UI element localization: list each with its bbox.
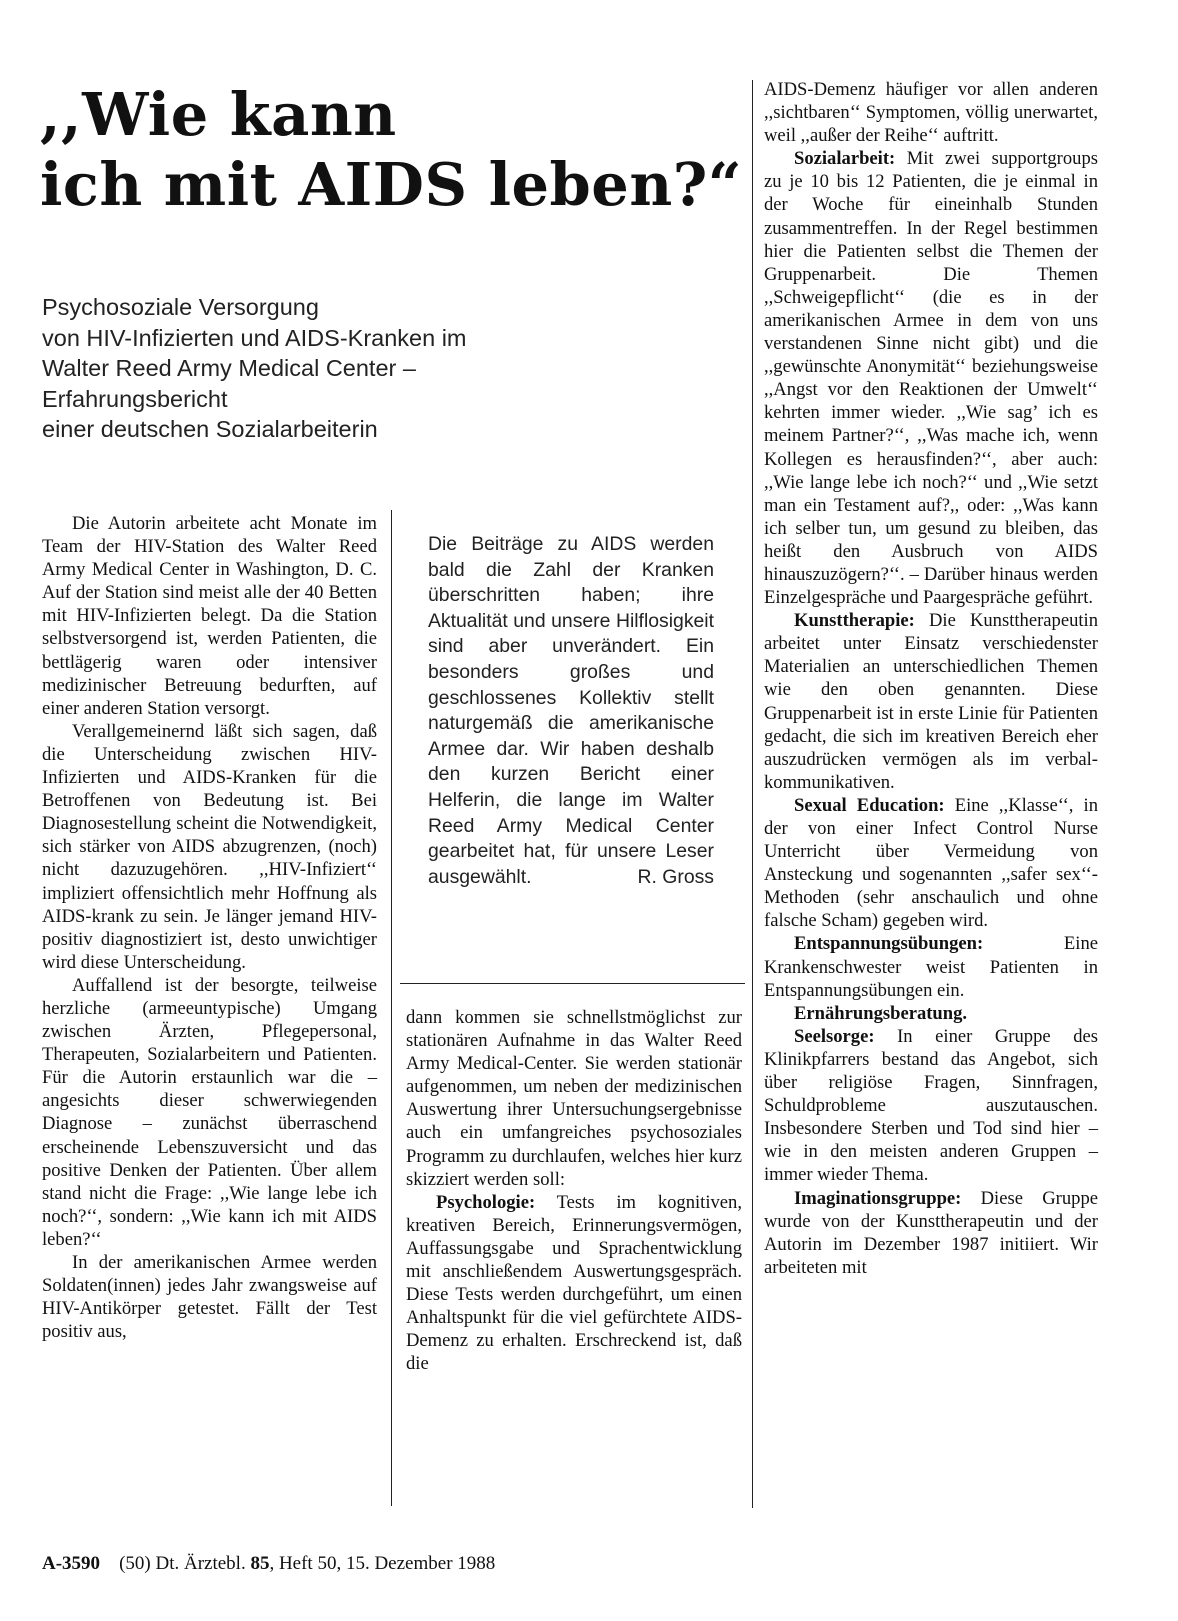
- section-entspannung: [764, 932, 1098, 1001]
- section-label: Seelsorge:: [794, 1025, 875, 1047]
- section-text: In einer Gruppe des Klinikpfarrers bestand das Angebot, sich über religiöse Fragen, Sinnfragen, Schuldprobleme auszutauschen. Insbesondere Sterben und Tod sind hier – wie in den meisten anderen Gruppen – immer wieder Thema.: [764, 1025, 1098, 1186]
- body-paragraph: dann kommen sie schnellstmöglichst zur stationären Aufnahme in das Walter Reed Army Medical-Center. Sie werden stationär aufgenommen, um neben der medizinischen Auswertung ihrer Untersuchungsergebnisse auch ein umfangreiches psychosoziales Programm zu durchlaufen, welches hier kurz skizziert werden soll:: [406, 1007, 742, 1190]
- section-ernaehrung: [764, 1002, 1098, 1025]
- body-paragraph: Auffallend ist der besorgte, teilweise herzliche (armeeuntypische) Umgang zwischen Ärzten, Pflegepersonal, Therapeuten, Sozialarbeitern und Patienten. Für die Autorin erstaunlich war die – angesichts dieser schwerwiegenden Diagnose – zunächst überraschend erscheinende Lebenszuversicht und das positive Denken der Patienten. Über allem stand nicht die Frage: ,,Wie lange lebe ich noch?‘‘, sondern: ,,Wie kann ich mit AIDS leben?‘‘: [42, 974, 377, 1250]
- editor-note-divider: [400, 983, 745, 984]
- page-number: A-3590: [42, 1553, 101, 1574]
- section-text: Die Kunsttherapeutin arbeitet unter Einsatz verschiedenster Materialien an unterschiedlichen Themen wie den oben genannten. Diese Gruppenarbeit ist in erste Linie für Patienten gedacht, die sich im kreativen Bereich eher auszudrücken vermögen als im verbal-kommunikativen.: [764, 610, 1098, 793]
- body-paragraph: Verallgemeinernd läßt sich sagen, daß die Unterscheidung zwischen HIV-Infizierten und AIDS-Kranken für die Betroffenen von Bedeutung ist. Bei Diagnosestellung scheint die Notwendigkeit, sich stärker von AIDS abzugrenzen, (noch) nicht dazuzugehören. ,,HIV-Infiziert‘‘ impliziert offensichtlich mehr Hoffnung als AIDS-krank zu sein. Je länger jemand HIV-positiv diagnostiziert ist, desto unwichtiger wird diese Unterscheidung.: [42, 720, 377, 973]
- subtitle-line: von HIV-Infizierten und AIDS-Kranken im: [42, 324, 467, 351]
- issue-prefix: (50) Dt. Ärztebl.: [119, 1553, 246, 1574]
- issue-suffix: , Heft 50, 15. Dezember 1988: [269, 1553, 496, 1574]
- section-kunsttherapie: [764, 609, 1098, 794]
- subtitle-line: Erfahrungsbericht: [42, 385, 228, 412]
- body-paragraph: AIDS-Demenz häufiger vor allen anderen ,,sichtbaren‘‘ Symptomen, völlig unerwartet, weil ,,außer der Reihe‘‘ auftritt.: [764, 79, 1098, 147]
- section-text: Diese Gruppe wurde von der Kunsttherapeutin und der Autorin im Dezember 1987 initiiert. Wir arbeiteten mit: [764, 1187, 1098, 1278]
- title-line-2: ich mit AIDS leben?“: [40, 150, 743, 219]
- column-divider: [391, 510, 392, 1506]
- section-text: Eine ,,Klasse‘‘, in der von einer Infect Control Nurse Unterricht über Vermeidung von Ansteckung und sogenannten ,,safer sex‘‘-Methoden (sehr anschaulich und ohne falsche Scham) gegeben wird.: [764, 794, 1098, 932]
- section-label: Entspannungsübungen:: [794, 933, 984, 955]
- section-psychologie: [406, 1191, 742, 1376]
- volume-number: 85: [250, 1553, 270, 1574]
- issue-info: [105, 1553, 495, 1574]
- section-sozialarbeit: [764, 147, 1098, 609]
- section-label: Sexual Education:: [794, 794, 945, 816]
- section-label: Kunsttherapie:: [794, 610, 915, 632]
- section-imagination: [764, 1187, 1098, 1279]
- text-column-1: [42, 512, 377, 1343]
- section-sexual-education: [764, 794, 1098, 933]
- page-footer: [42, 1552, 742, 1576]
- column-divider: [752, 80, 753, 1508]
- body-paragraph: Die Autorin arbeitete acht Monate im Team der HIV-Station des Walter Reed Army Medical Center in Washington, D. C. Auf der Station sind meist alle der 40 Betten mit HIV-Infizierten belegt. Da die Station selbstversorgend ist, werden Patienten, die bettlägerig waren oder intensiver medizinischer Betreuung bedurften, auf einer anderen Station versorgt.: [42, 513, 377, 719]
- section-seelsorge: [764, 1025, 1098, 1187]
- text-column-2: [406, 1006, 742, 1376]
- section-label: Psychologie:: [436, 1191, 536, 1213]
- text-column-3: [764, 78, 1098, 1279]
- editor-signature: R. Gross: [637, 865, 714, 888]
- section-label: Ernährungsberatung.: [794, 1002, 968, 1024]
- body-paragraph: In der amerikanischen Armee werden Soldaten(innen) jedes Jahr zwangsweise auf HIV-Antikörper getestet. Fällt der Test positiv aus,: [42, 1252, 377, 1343]
- subtitle-line: einer deutschen Sozialarbeiterin: [42, 416, 378, 442]
- section-text: Eine Krankenschwester weist Patienten in Entspannungsübungen ein.: [764, 933, 1098, 1001]
- editor-note: [428, 532, 714, 890]
- section-text: Mit zwei supportgroups zu je 10 bis 12 Patienten, die je einmal in der Woche für eineinhalb Stunden zusammentreffen. In der Regel bestimmen hier die Patienten selbst die Themen der Gruppenarbeit. Die Themen ,,Schweigepflicht‘‘ (die es in der amerikanischen Armee in dem von uns verstandenen Sinne nicht gibt) und die ,,gewünschte Anonymität‘‘ beziehungsweise ,,Angst vor den Reaktionen der Umwelt‘‘ kehrten immer wieder. ,,Wie sag’ ich es meinem Partner?‘‘, ,,Was mache ich, wenn Kollegen es herausfinden?‘‘, aber auch: ,,Wie lange lebe ich noch?‘‘ und ,,Wie setzt man ein Testament auf?,, oder: ,,Was kann ich selber tun, um gesund zu bleiben, das heißt den Ausbruch von AIDS hinauszuzögern?‘‘. – Darüber hinaus werden Einzelgespräche und Paargespräche geführt.: [764, 148, 1098, 609]
- section-label: Sozialarbeit:: [794, 148, 896, 170]
- subtitle-line: Psychosoziale Versorgung: [42, 294, 319, 320]
- subtitle-line: Walter Reed Army Medical Center –: [42, 355, 416, 381]
- section-label: Imaginationsgruppe:: [794, 1187, 962, 1209]
- article-subtitle: [42, 292, 762, 445]
- title-line-1: ,,Wie kann: [40, 80, 397, 149]
- section-text: Tests im kognitiven, kreativen Bereich, Erinnerungsvermögen, Auffassungsgabe und Sprachentwicklung mit anschließendem Auswertungsgespräch. Diese Tests werden durchgeführt, um einen Anhaltspunkt für die viel gefürchtete AIDS-Demenz zu erhalten. Erschreckend ist, daß die: [406, 1191, 742, 1375]
- editor-note-text: Die Beiträge zu AIDS werden bald die Zahl der Kranken überschritten haben; ihre Aktualität und unsere Hilflosigkeit sind aber unverändert. Ein besonders großes und geschlossenes Kollektiv stellt naturgemäß die amerikanische Armee dar. Wir haben deshalb den kurzen Bericht einer Helferin, die lange im Walter Reed Army Medical Center gearbeitet hat, für unsere Leser ausgewählt.: [428, 533, 714, 888]
- article-title: [40, 80, 780, 220]
